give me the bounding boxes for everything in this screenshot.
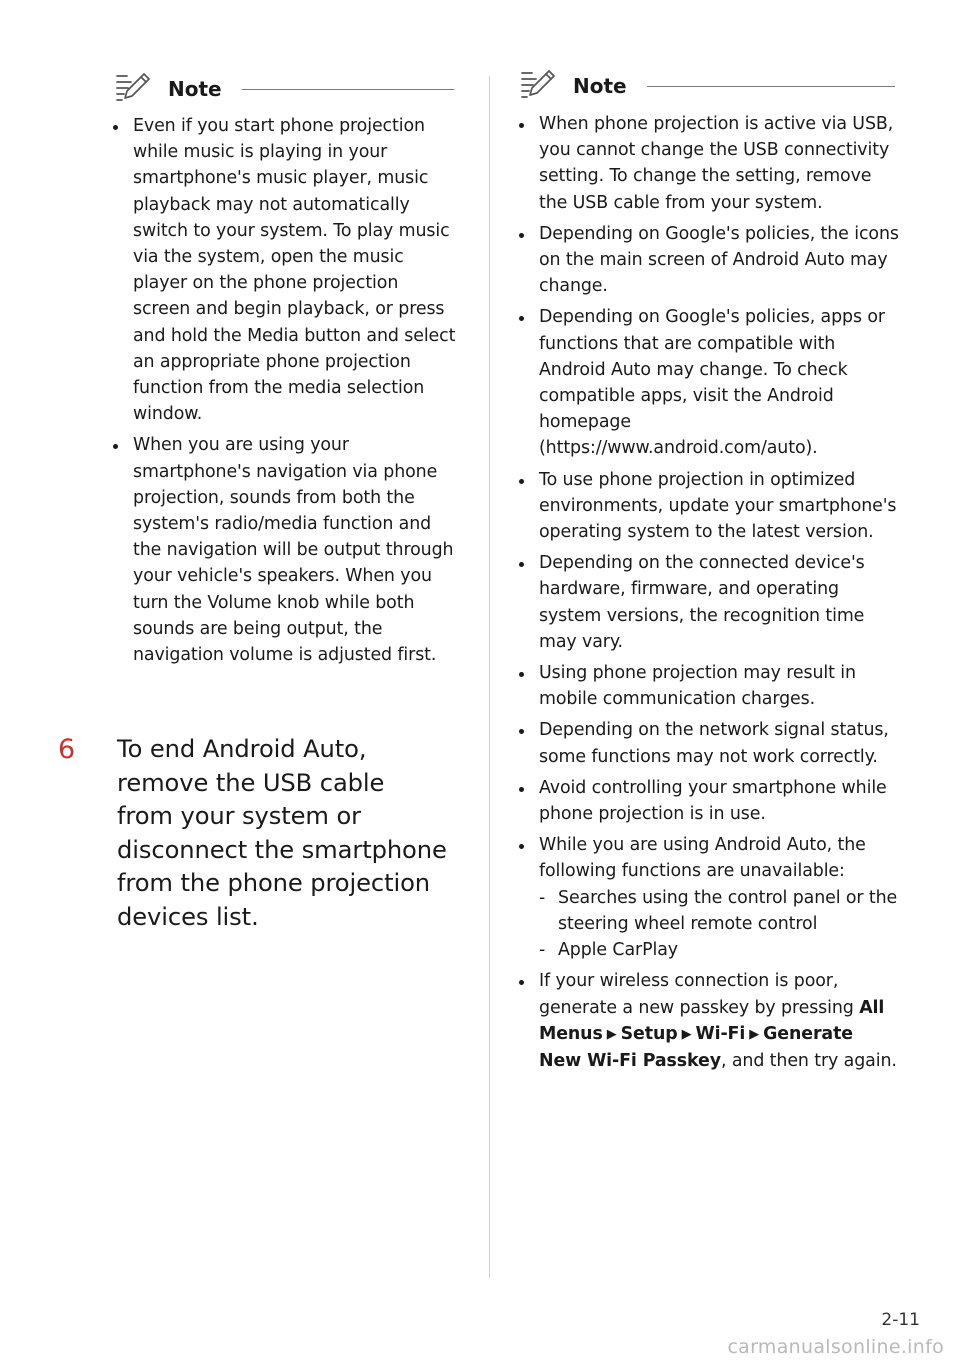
left-note-header <box>114 69 454 109</box>
sub-list-item: - Searches using the control panel or the steering wheel remote control <box>539 887 898 934</box>
list-item: To use phone projection in optimized environments, update your smartphone's operating system to the latest version. <box>516 467 900 546</box>
sub-list-item: - Apple CarPlay <box>539 940 678 961</box>
right-note-list <box>516 111 900 1079</box>
list-item: Depending on the connected device's hardware, firmware, and operating system versions, the recognition time may vary. <box>516 550 900 655</box>
page-number: 2-11 <box>881 1310 920 1330</box>
path-arrow-icon: ▶ <box>606 1026 617 1042</box>
left-note-list <box>110 113 456 673</box>
list-item: Depending on Google's policies, the icons on the main screen of Android Auto may change. <box>516 221 900 300</box>
list-item: If your wireless connection is poor, generate a new passkey by pressing All Menus ▶ Setup ▶ Wi-Fi ▶ Generate New Wi-Fi Passkey, and then try again. <box>516 968 900 1074</box>
list-item: Avoid controlling your smartphone while phone projection is in use. <box>516 775 900 827</box>
list-item: When you are using your smartphone's navigation via phone projection, sounds from both the system's radio/media function and the navigation will be output through your vehicle's speakers. When you turn the Volume knob while both sounds are being output, the navigation volume is adjusted first. <box>110 432 456 668</box>
note-title: Note <box>168 77 222 101</box>
note-title: Note <box>573 74 627 98</box>
path-arrow-icon: ▶ <box>681 1026 692 1042</box>
menu-path-all-menus: All Menus <box>539 997 885 1044</box>
menu-path-wifi: Wi-Fi <box>695 1023 746 1044</box>
step-number: 6 <box>58 734 76 765</box>
list-item: While you are using Android Auto, the following functions are unavailable: - Searches using the control panel or the steering wheel remote control - Apple CarPlay <box>516 832 900 963</box>
menu-path-setup: Setup <box>620 1023 678 1044</box>
right-note-header <box>519 66 895 106</box>
list-item: Using phone projection may result in mobile communication charges. <box>516 660 900 712</box>
note-pencil-icon <box>114 70 152 108</box>
step-text: To end Android Auto, remove the USB cable from your system or disconnect the smartphone from the phone projection devices list. <box>117 735 447 931</box>
list-item: Depending on the network signal status, some functions may not work correctly. <box>516 717 900 769</box>
column-divider <box>489 76 490 1278</box>
list-item: When phone projection is active via USB, you cannot change the USB connectivity setting. To change the setting, remove the USB cable from your system. <box>516 111 900 216</box>
watermark: carmanualsonline.info <box>727 1336 944 1358</box>
menu-path-generate-passkey: Generate New Wi-Fi Passkey <box>539 1023 853 1071</box>
note-rule <box>242 89 454 90</box>
list-item: Even if you start phone projection while music is playing in your smartphone's music player, music playback may not automatically switch to your system. To play music via the system, open the music player on the phone projection screen and begin playback, or press and hold the Media button and select an appropriate phone projection function from the media selection window. <box>110 113 456 427</box>
path-arrow-icon: ▶ <box>749 1026 760 1042</box>
note-pencil-icon <box>519 67 557 105</box>
list-item: Depending on Google's policies, apps or functions that are compatible with Android Auto may change. To check compatible apps, visit the Android homepage (https://www.android.com/auto). <box>516 304 900 461</box>
note-rule <box>647 86 895 87</box>
unavailable-sublist <box>539 885 900 964</box>
